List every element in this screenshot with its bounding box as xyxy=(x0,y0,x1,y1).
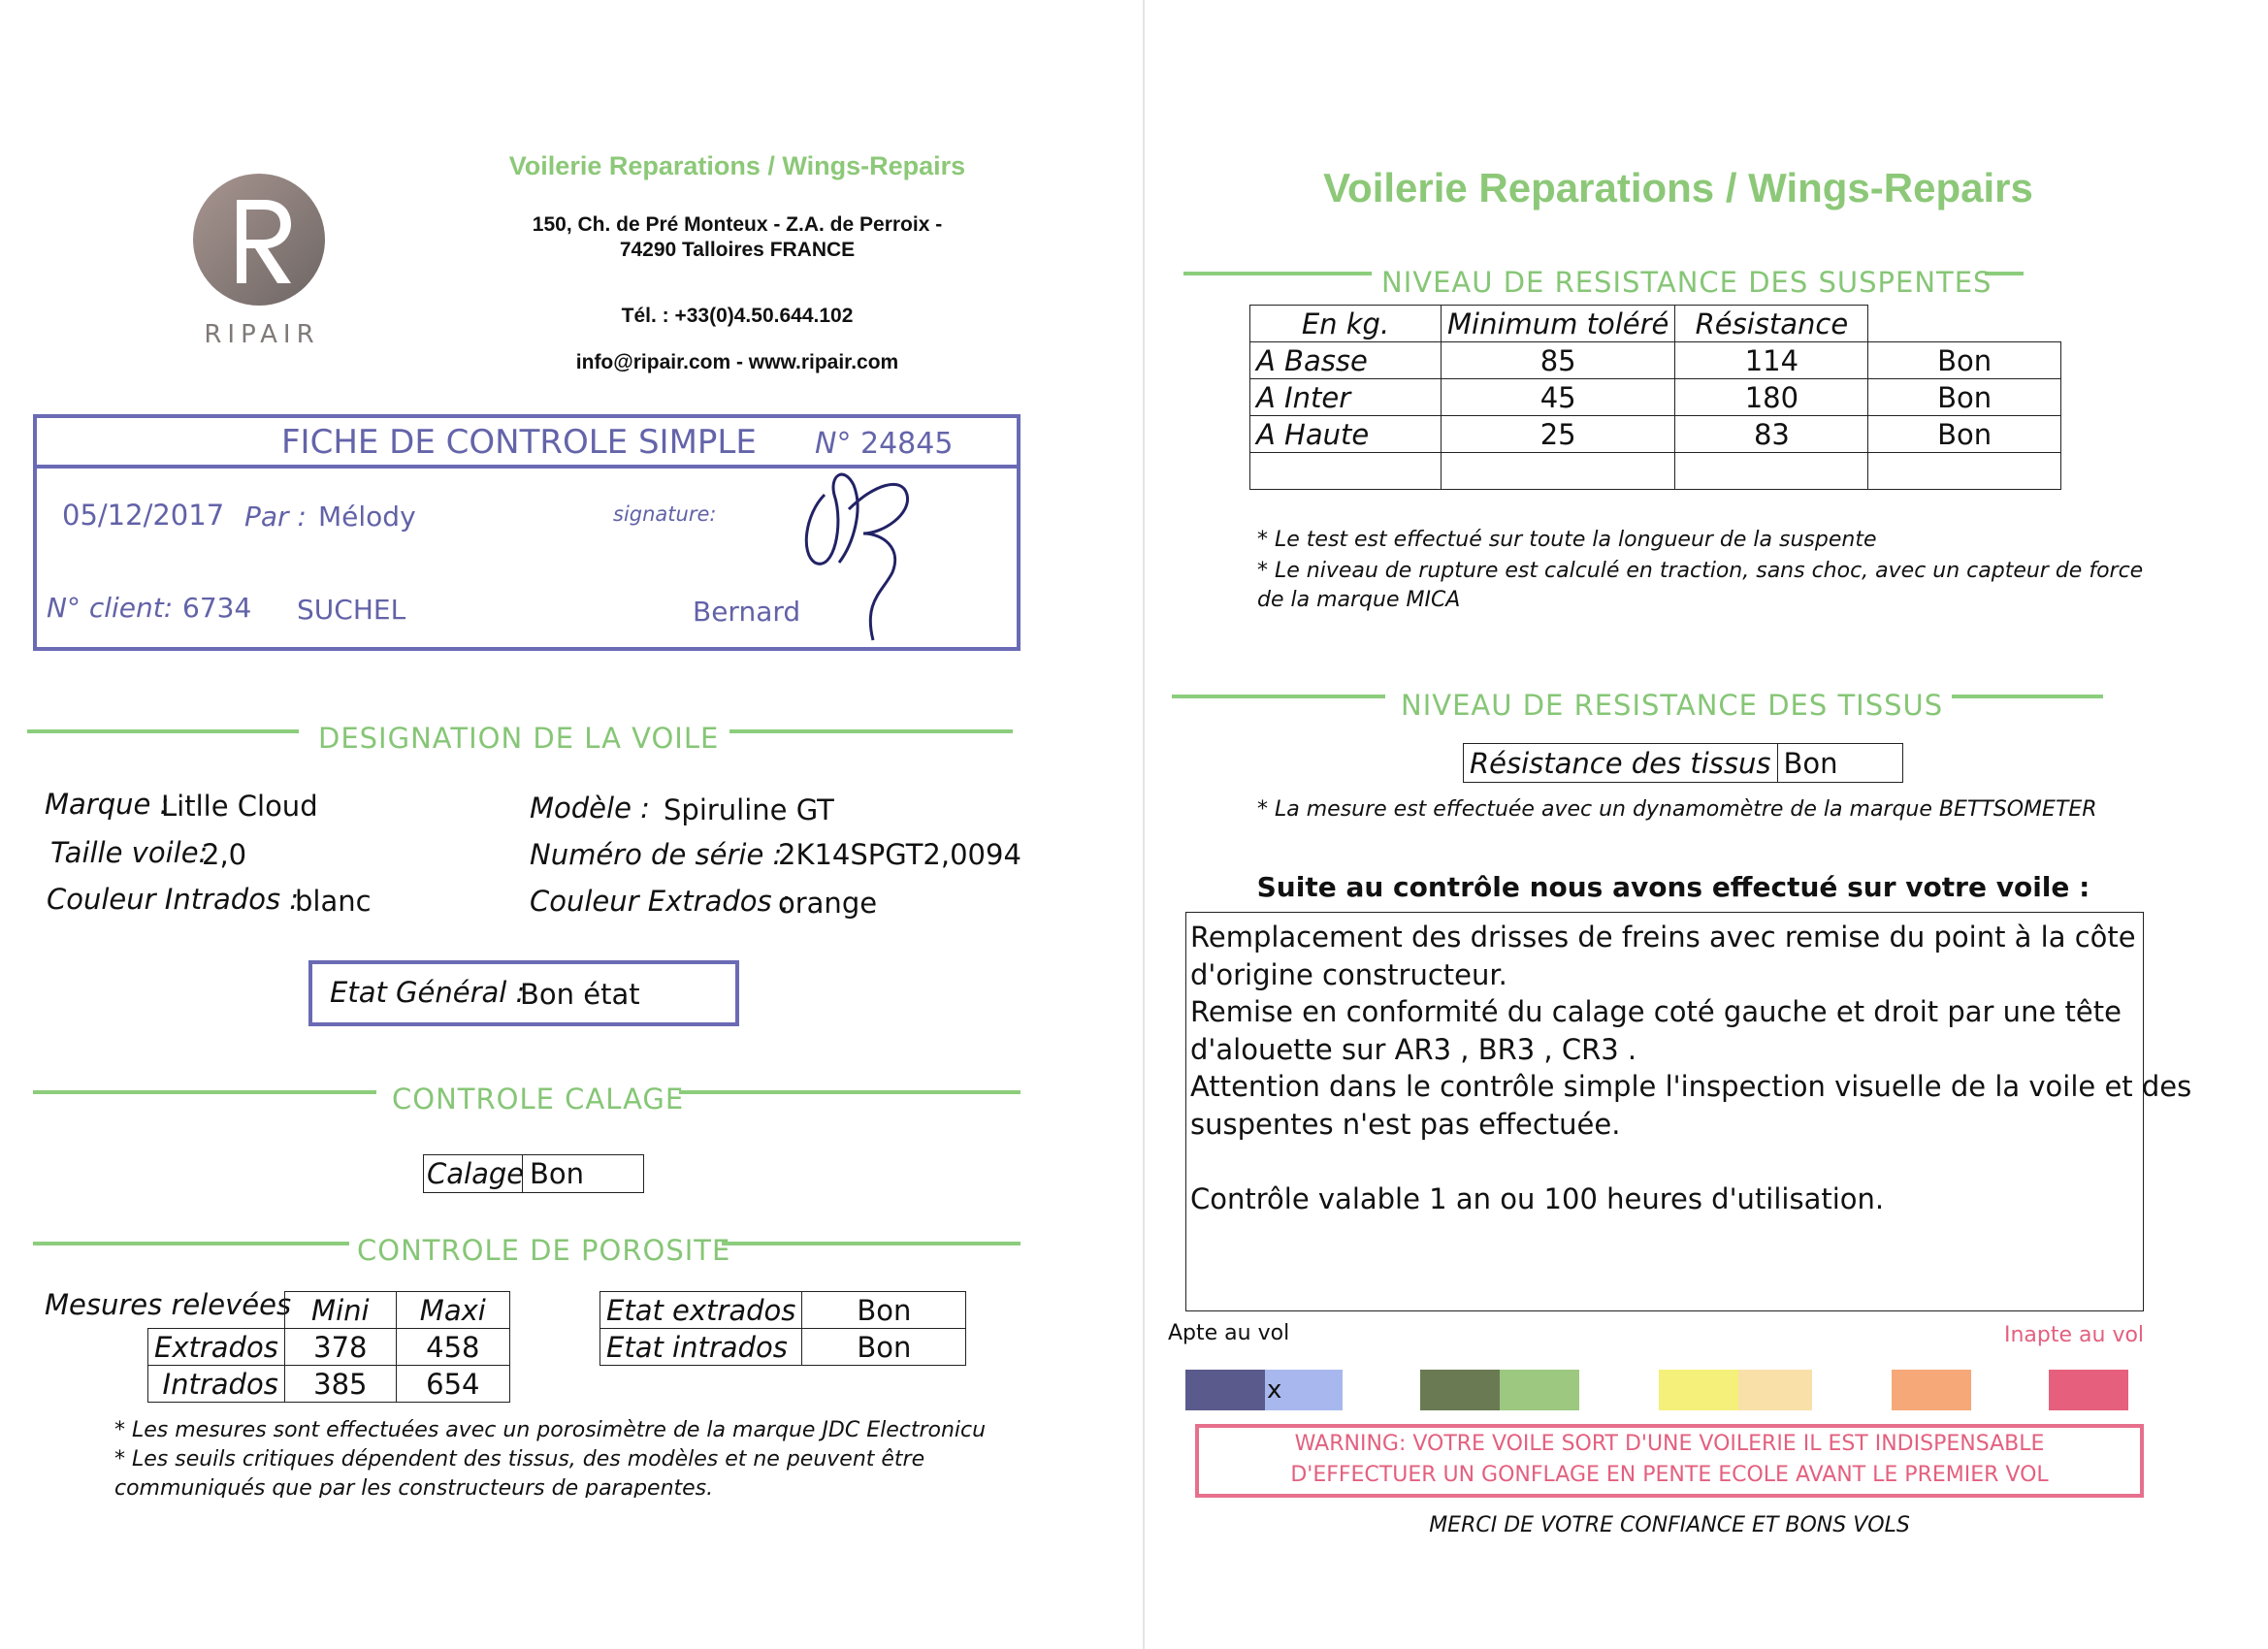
suite-line: Remise en conformité du calage coté gauche et droit par une tête xyxy=(1190,995,2122,1028)
table-row xyxy=(148,1366,510,1403)
suite-line: Attention dans le contrôle simple l'inspection visuelle de la voile et des xyxy=(1190,1070,2192,1103)
suspente-status: Bon xyxy=(1868,416,2061,453)
signature-mark xyxy=(795,456,931,650)
suite-line: suspentes n'est pas effectuée. xyxy=(1190,1107,1621,1141)
client-first-name: Bernard xyxy=(693,596,801,628)
porosite-rule-right xyxy=(722,1242,1021,1245)
r-letter-logo-icon xyxy=(190,171,328,308)
fiche-number-value: 24845 xyxy=(860,427,954,461)
suspentes-note-1: * Le test est effectué sur toute la longueur de la suspente xyxy=(1257,528,1877,552)
porosite-heading: CONTROLE DE POROSITE xyxy=(357,1234,731,1267)
taille-label: Taille voile: xyxy=(50,836,209,869)
table-row xyxy=(1250,342,2061,379)
scale-swatch xyxy=(2049,1370,2128,1410)
etat-row-value: Bon xyxy=(802,1329,966,1366)
inapte-label: Inapte au vol xyxy=(2004,1323,2145,1347)
company-name-right: Voilerie Reparations / Wings-Repairs xyxy=(1323,165,2033,210)
calage-heading: CONTROLE CALAGE xyxy=(392,1083,685,1116)
modele-value: Spiruline GT xyxy=(664,793,834,826)
client-label: N° client: xyxy=(47,592,174,624)
etat-row-label: Etat extrados xyxy=(600,1292,802,1329)
suspentes-header-min: Minimum toléré xyxy=(1442,306,1675,342)
suspente-label: A Haute xyxy=(1250,416,1442,453)
suite-line: d'alouette sur AR3 , BR3 , CR3 . xyxy=(1190,1032,1637,1066)
scale-swatch xyxy=(1420,1370,1500,1410)
logo-text: RIPAIR xyxy=(204,320,320,349)
tissus-label: Résistance des tissus xyxy=(1464,744,1778,783)
porosite-header-maxi: Maxi xyxy=(396,1292,509,1329)
warning-line-1: WARNING: VOTRE VOILE SORT D'UNE VOILERIE IL EST INDISPENSABLE xyxy=(1294,1432,2045,1456)
etat-general-value: Bon état xyxy=(520,978,640,1011)
scale-swatch xyxy=(1738,1370,1812,1410)
table-row xyxy=(148,1329,510,1366)
porosite-note-3: communiqués que par les constructeurs de parapentes. xyxy=(114,1476,714,1498)
porosite-note-2: * Les seuils critiques dépendent des tissus, des modèles et ne peuvent être xyxy=(114,1447,925,1471)
merci-text: MERCI DE VOTRE CONFIANCE ET BONS VOLS xyxy=(1429,1513,1910,1537)
marque-value: Litlle Cloud xyxy=(161,790,318,823)
suite-line: Remplacement des drisses de freins avec remise du point à la côte xyxy=(1190,921,2136,954)
par-label: Par : xyxy=(244,501,307,533)
porosite-header-mini: Mini xyxy=(284,1292,396,1329)
suspente-res: 83 xyxy=(1675,416,1868,453)
suspente-res: 180 xyxy=(1675,379,1868,416)
suspente-status: Bon xyxy=(1868,379,2061,416)
intrados-color-value: blanc xyxy=(295,885,372,918)
suspente-min: 25 xyxy=(1442,416,1675,453)
suspente-empty-cell xyxy=(1868,453,2061,490)
suspente-empty-cell xyxy=(1675,453,1868,490)
calage-rule-left xyxy=(33,1090,376,1094)
suspente-empty-cell xyxy=(1442,453,1675,490)
tissus-table xyxy=(1463,743,1903,783)
fiche-number-label: N° xyxy=(815,427,852,461)
etat-row-label: Etat intrados xyxy=(600,1329,802,1366)
suspentes-header-res: Résistance xyxy=(1675,306,1868,342)
suspente-res: 114 xyxy=(1675,342,1868,379)
etat-row-value: Bon xyxy=(802,1292,966,1329)
etat-table xyxy=(599,1291,966,1366)
table-row xyxy=(1464,744,1903,783)
porosite-row-mini: 385 xyxy=(284,1366,396,1403)
scale-swatch xyxy=(1500,1370,1579,1410)
suspente-empty-cell xyxy=(1250,453,1442,490)
suite-line: d'origine constructeur. xyxy=(1190,957,1507,991)
suspentes-header-kg: En kg. xyxy=(1250,306,1442,342)
suite-box xyxy=(1185,912,2192,1311)
porosite-row-label: Intrados xyxy=(148,1366,285,1403)
suite-line: Contrôle valable 1 an ou 100 heures d'utilisation. xyxy=(1190,1181,1885,1215)
scale-mark: x xyxy=(1267,1375,1282,1405)
extrados-color-value: orange xyxy=(778,887,878,920)
porosite-row-maxi: 458 xyxy=(396,1329,509,1366)
tissus-rule-left xyxy=(1172,695,1385,698)
suspente-min: 85 xyxy=(1442,342,1675,379)
calage-rule-right xyxy=(679,1090,1021,1094)
client-last-name: SUCHEL xyxy=(297,594,406,626)
table-row xyxy=(1250,379,2061,416)
client-number: 6734 xyxy=(182,592,252,624)
table-row xyxy=(600,1329,966,1366)
marque-label: Marque : xyxy=(45,788,170,821)
serie-value: 2K14SPGT2,0094 xyxy=(778,838,1021,871)
mesures-label: Mesures relevées xyxy=(45,1288,292,1321)
suspente-min: 45 xyxy=(1442,379,1675,416)
modele-label: Modèle : xyxy=(530,792,650,824)
calage-value: Bon xyxy=(530,1157,585,1190)
scale-swatch xyxy=(1892,1370,1971,1410)
par-value: Mélody xyxy=(318,501,416,533)
address-line-1: 150, Ch. de Pré Monteux - Z.A. de Perroix - xyxy=(532,213,943,236)
table-row xyxy=(600,1292,966,1329)
tissus-heading: NIVEAU DE RESISTANCE DES TISSUS xyxy=(1401,689,1944,722)
designation-heading: DESIGNATION DE LA VOILE xyxy=(318,722,720,755)
suspente-label: A Inter xyxy=(1250,379,1442,416)
fiche-title: FICHE DE CONTROLE SIMPLE xyxy=(281,423,757,462)
taille-value: 2,0 xyxy=(202,838,247,871)
suspentes-table xyxy=(1249,305,2061,490)
suite-line xyxy=(1190,1143,2139,1180)
etat-general-label: Etat Général : xyxy=(330,976,526,1009)
porosite-row-label: Extrados xyxy=(148,1329,285,1366)
apte-label: Apte au vol xyxy=(1168,1321,1290,1345)
suspentes-heading: NIVEAU DE RESISTANCE DES SUSPENTES xyxy=(1381,266,1993,299)
table-row xyxy=(1250,416,2061,453)
porosite-note-1: * Les mesures sont effectuées avec un porosimètre de la marque JDC Electronicu xyxy=(114,1418,987,1442)
intrados-color-label: Couleur Intrados : xyxy=(47,883,300,916)
address-line-2: 74290 Talloires FRANCE xyxy=(619,239,856,261)
suspente-status: Bon xyxy=(1868,342,2061,379)
signature-label: signature: xyxy=(613,502,717,526)
porosite-table xyxy=(147,1291,510,1403)
suite-title: Suite au contrôle nous avons effectué sur votre voile : xyxy=(1256,871,2090,903)
suspentes-header-blank xyxy=(1868,306,2061,342)
scale-swatch xyxy=(1185,1370,1265,1410)
suspente-label: A Basse xyxy=(1250,342,1442,379)
contact: info@ripair.com - www.ripair.com xyxy=(575,351,899,373)
suspentes-rule-left xyxy=(1183,272,1372,275)
tissus-rule-right xyxy=(1952,695,2103,698)
suspentes-note-2: * Le niveau de rupture est calculé en traction, sans choc, avec un capteur de force xyxy=(1257,559,2144,583)
company-name: Voilerie Reparations / Wings-Repairs xyxy=(508,151,966,180)
designation-rule-left xyxy=(27,729,299,733)
porosite-row-maxi: 654 xyxy=(396,1366,509,1403)
scale-swatch xyxy=(1659,1370,1738,1410)
warning-line-2: D'EFFECTUER UN GONFLAGE EN PENTE ECOLE AVANT LE PREMIER VOL xyxy=(1290,1463,2049,1487)
serie-label: Numéro de série : xyxy=(530,838,783,871)
fiche-date: 05/12/2017 xyxy=(62,499,225,532)
suspentes-note-3: de la marque MICA xyxy=(1257,588,1461,612)
porosite-header-blank xyxy=(148,1292,285,1329)
page-divider xyxy=(1143,0,1145,1649)
tissus-note: * La mesure est effectuée avec un dynamomètre de la marque BETTSOMETER xyxy=(1257,797,2097,822)
calage-label: Calage xyxy=(427,1157,525,1190)
extrados-color-label: Couleur Extrados : xyxy=(530,885,791,918)
phone: Tél. : +33(0)4.50.644.102 xyxy=(621,305,854,327)
porosite-rule-left xyxy=(33,1242,349,1245)
table-row xyxy=(1250,453,2061,490)
porosite-row-mini: 378 xyxy=(284,1329,396,1366)
tissus-value: Bon xyxy=(1777,744,1902,783)
designation-rule-right xyxy=(729,729,1013,733)
